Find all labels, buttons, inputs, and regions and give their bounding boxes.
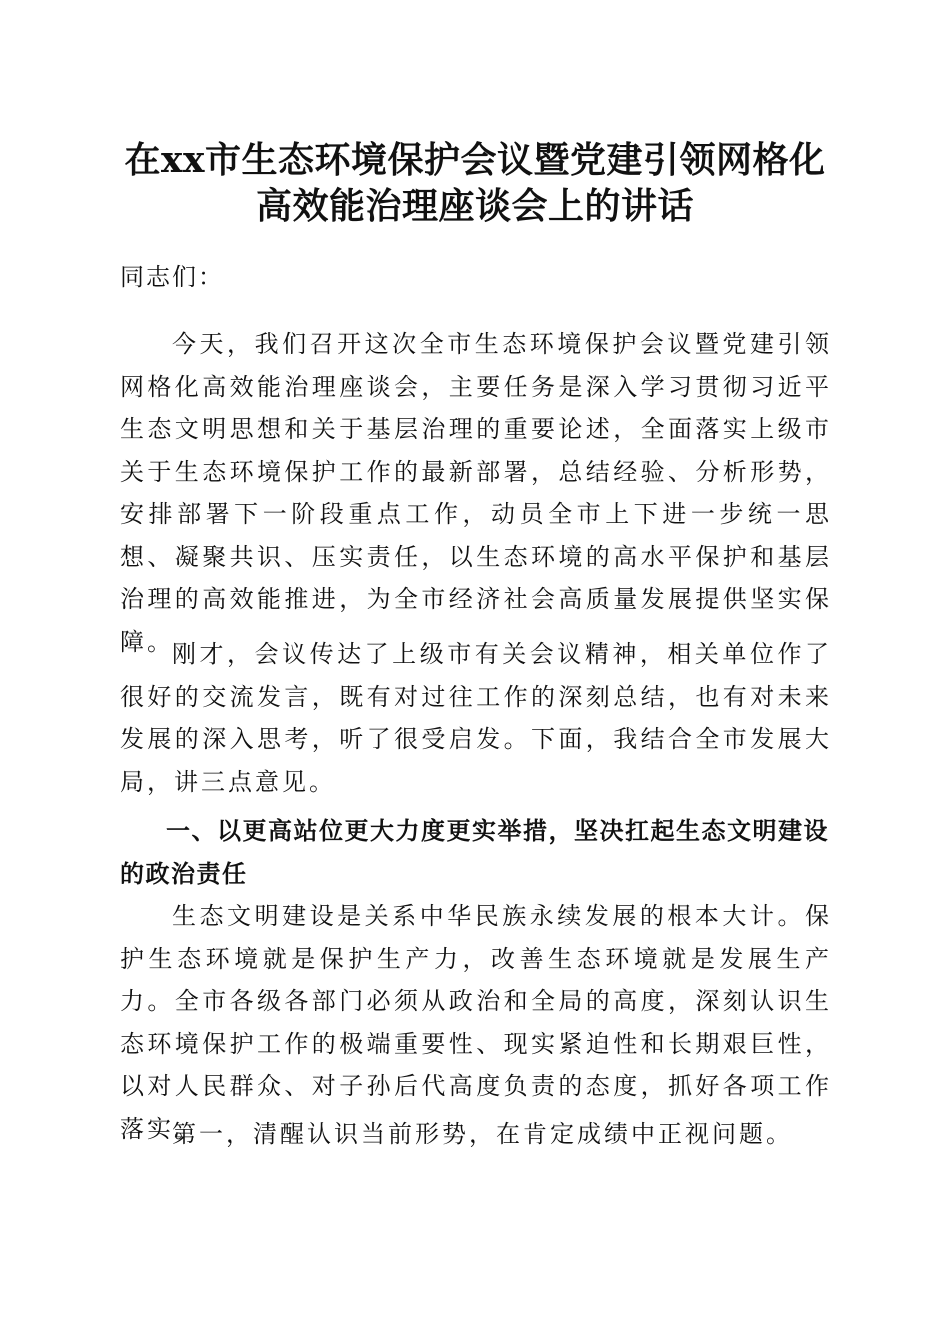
subpoint-heading: 第一，清醒认识当前形势，在肯定成绩中正视问题。 [172,1120,793,1148]
document-title-line-2: 高效能治理座谈会上的讲话 [255,185,694,227]
section-paragraph: 生态文明建设是关系中华民族永续发展的根本大计。保护生态环境就是保护生产力，改善生态环境就是发展生产力。全市各级各部门必须从政治和全局的高度，深刻认识生态环境保护工作的极端重要性、现实紧迫性和长期艰巨性，以对人民群众、对子孙后代高度负责的态度，抓好各项工作落实。 [120,902,832,1143]
paragraph-intro: 刚才，会议传达了上级市有关会议精神，相关单位作了很好的交流发言，既有对过往工作的深刻总结，也有对未来发展的深入思考，听了很受启发。下面，我结合全市发展大局，讲三点意见。 [120,640,832,796]
salutation: 同志们： [120,263,224,291]
paragraph-opening: 今天，我们召开这次全市生态环境保护会议暨党建引领网格化高效能治理座谈会，主要任务是深入学习贯彻习近平生态文明思想和关于基层治理的重要论述，全面落实上级市关于生态环境保护工作的最新部署，总结经验、分析形势，安排部署下一阶段重点工作，动员全市上下进一步统一思想、凝聚共识、压实责任，以生态环境的高水平保护和基层治理的高效能推进，为全市经济社会高质量发展提供坚实保障。 [120,330,832,656]
document-title-line-1: 在xx市生态环境保护会议暨党建引领网格化 [124,139,826,181]
section-heading: 一、以更高站位更大力度更实举措，坚决扛起生态文明建设的政治责任 [120,817,829,888]
